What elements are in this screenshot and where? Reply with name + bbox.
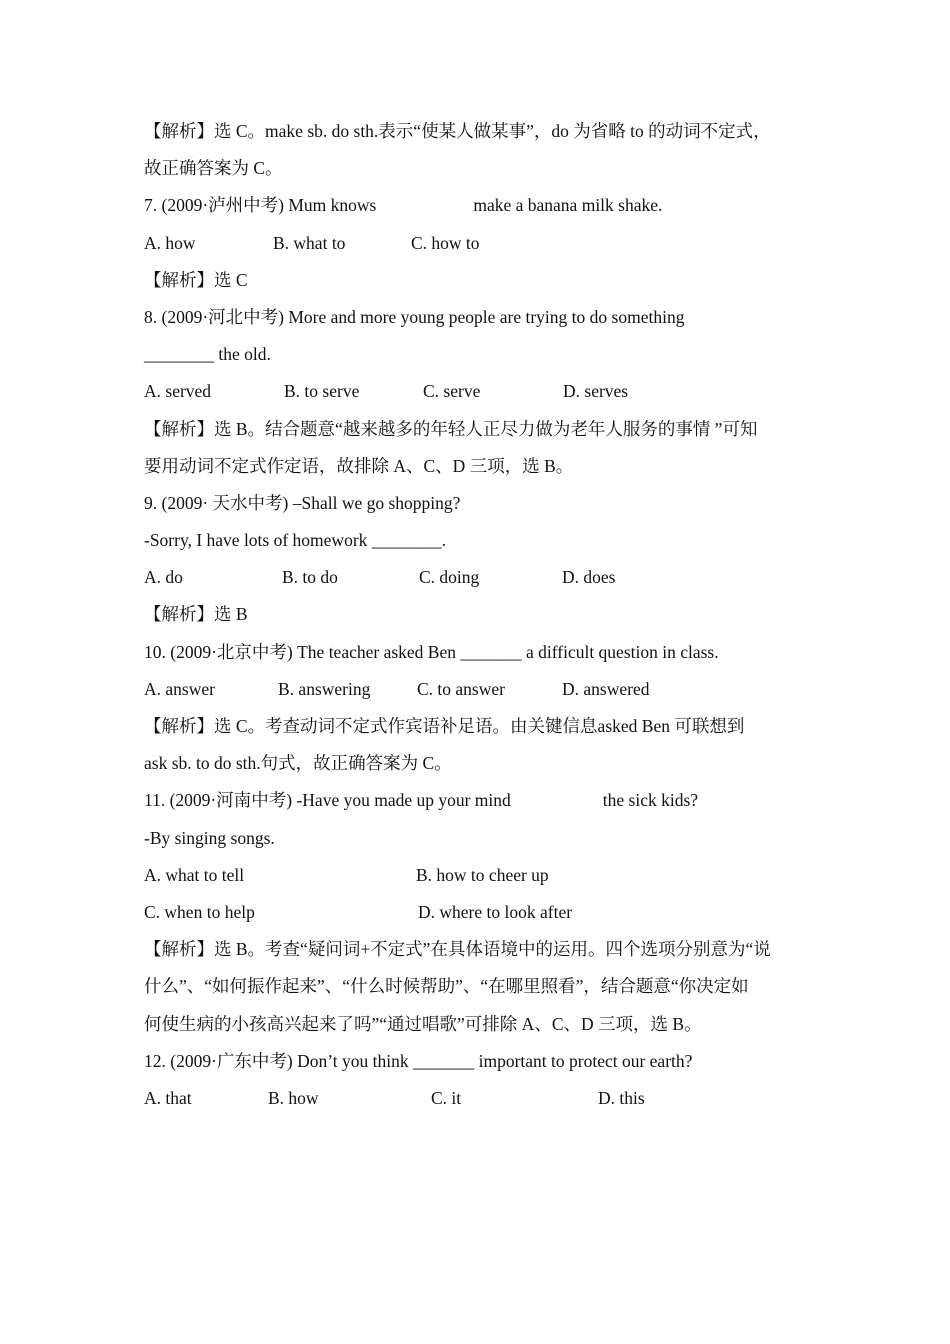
question-8-stem-cont: ________ the old. (144, 344, 271, 365)
explanation-line: 【解析】选 C。make sb. do sth.表示“使某人做某事”，do 为省略 to 的动词不定式， (144, 121, 771, 141)
explanation-line: 【解析】选 B。考查“疑问词+不定式”在具体语境中的运用。四个选项分别意为“说 (144, 939, 771, 960)
explanation-line: 要用动词不定式作定语，故排除 A、C、D 三项，选 B。 (144, 455, 574, 476)
question-7-text: 7. (2009·泸州中考) Mum knows (144, 195, 377, 216)
question-11-stem (144, 782, 814, 819)
question-12-stem: 12. (2009·广东中考) Don’t you think _______ important to protect our earth? (144, 1050, 693, 1071)
option-a: A. how (144, 232, 196, 253)
question-11-text: 11. (2009·河南中考) -Have you made up your mind (144, 790, 511, 811)
question-7-stem (144, 187, 814, 224)
option-a: A. do (144, 567, 183, 588)
document-page (144, 113, 814, 1117)
option-c: C. doing (419, 567, 480, 588)
question-11-options-row2 (144, 894, 814, 931)
question-11-text-end: the sick kids? (602, 790, 699, 811)
question-7-text-end: make a banana milk shake. (473, 195, 663, 216)
question-11-answer-line: -By singing songs. (144, 827, 275, 848)
question-12-options (144, 1080, 814, 1117)
explanation-line: 什么”、“如何振作起来”、“什么时候帮助”、“在哪里照看”，结合题意“你决定如 (144, 976, 749, 997)
option-c: C. when to help (144, 901, 255, 922)
explanation-line: 何使生病的小孩高兴起来了吗”“通过唱歌”可排除 A、C、D 三项，选 B。 (144, 1013, 702, 1034)
question-9-stem-cont: -Sorry, I have lots of homework ________. (144, 530, 447, 551)
option-a: A. what to tell (144, 864, 245, 885)
option-a: A. answer (144, 678, 215, 699)
explanation-line: 【解析】选 C。考查动词不定式作宾语补足语。由关键信息asked Ben 可联想到 (144, 716, 745, 736)
option-b: B. answering (278, 678, 371, 699)
question-10-stem: 10. (2009·北京中考) The teacher asked Ben _______ a difficult question in class. (144, 641, 719, 662)
option-b: B. to do (282, 567, 338, 588)
explanation-line: 【解析】选 B (144, 604, 248, 625)
option-d: D. where to look after (418, 901, 573, 922)
option-a: A. that (144, 1087, 192, 1108)
question-8-stem: 8. (2009·河北中考) More and more young people are trying to do something (144, 306, 685, 327)
question-10-options (144, 671, 814, 708)
option-b: B. how (268, 1087, 319, 1108)
option-c: C. it (431, 1087, 462, 1108)
question-9-options (144, 559, 814, 596)
option-d: D. answered (562, 678, 650, 699)
explanation-line: 【解析】选 B。结合题意“越来越多的年轻人正尽力做为老年人服务的事情 ”可知 (144, 418, 758, 439)
option-a: A. served (144, 381, 212, 402)
question-7-options (144, 225, 814, 262)
option-b: B. what to (273, 232, 346, 253)
question-11-options-row1 (144, 857, 814, 894)
option-c: C. serve (423, 381, 481, 402)
explanation-line: 【解析】选 C (144, 269, 248, 290)
question-8-options (144, 373, 814, 410)
explanation-line: 故正确答案为 C。 (144, 158, 283, 179)
option-b: B. to serve (284, 381, 360, 402)
option-c: C. how to (411, 232, 480, 253)
option-b: B. how to cheer up (416, 864, 549, 885)
option-d: D. serves (563, 381, 629, 402)
option-d: D. does (562, 567, 616, 588)
option-d: D. this (598, 1087, 645, 1108)
question-9-stem: 9. (2009· 天水中考) –Shall we go shopping? (144, 492, 461, 513)
explanation-line: ask sb. to do sth.句式，故正确答案为 C。 (144, 753, 452, 774)
option-c: C. to answer (417, 678, 505, 699)
